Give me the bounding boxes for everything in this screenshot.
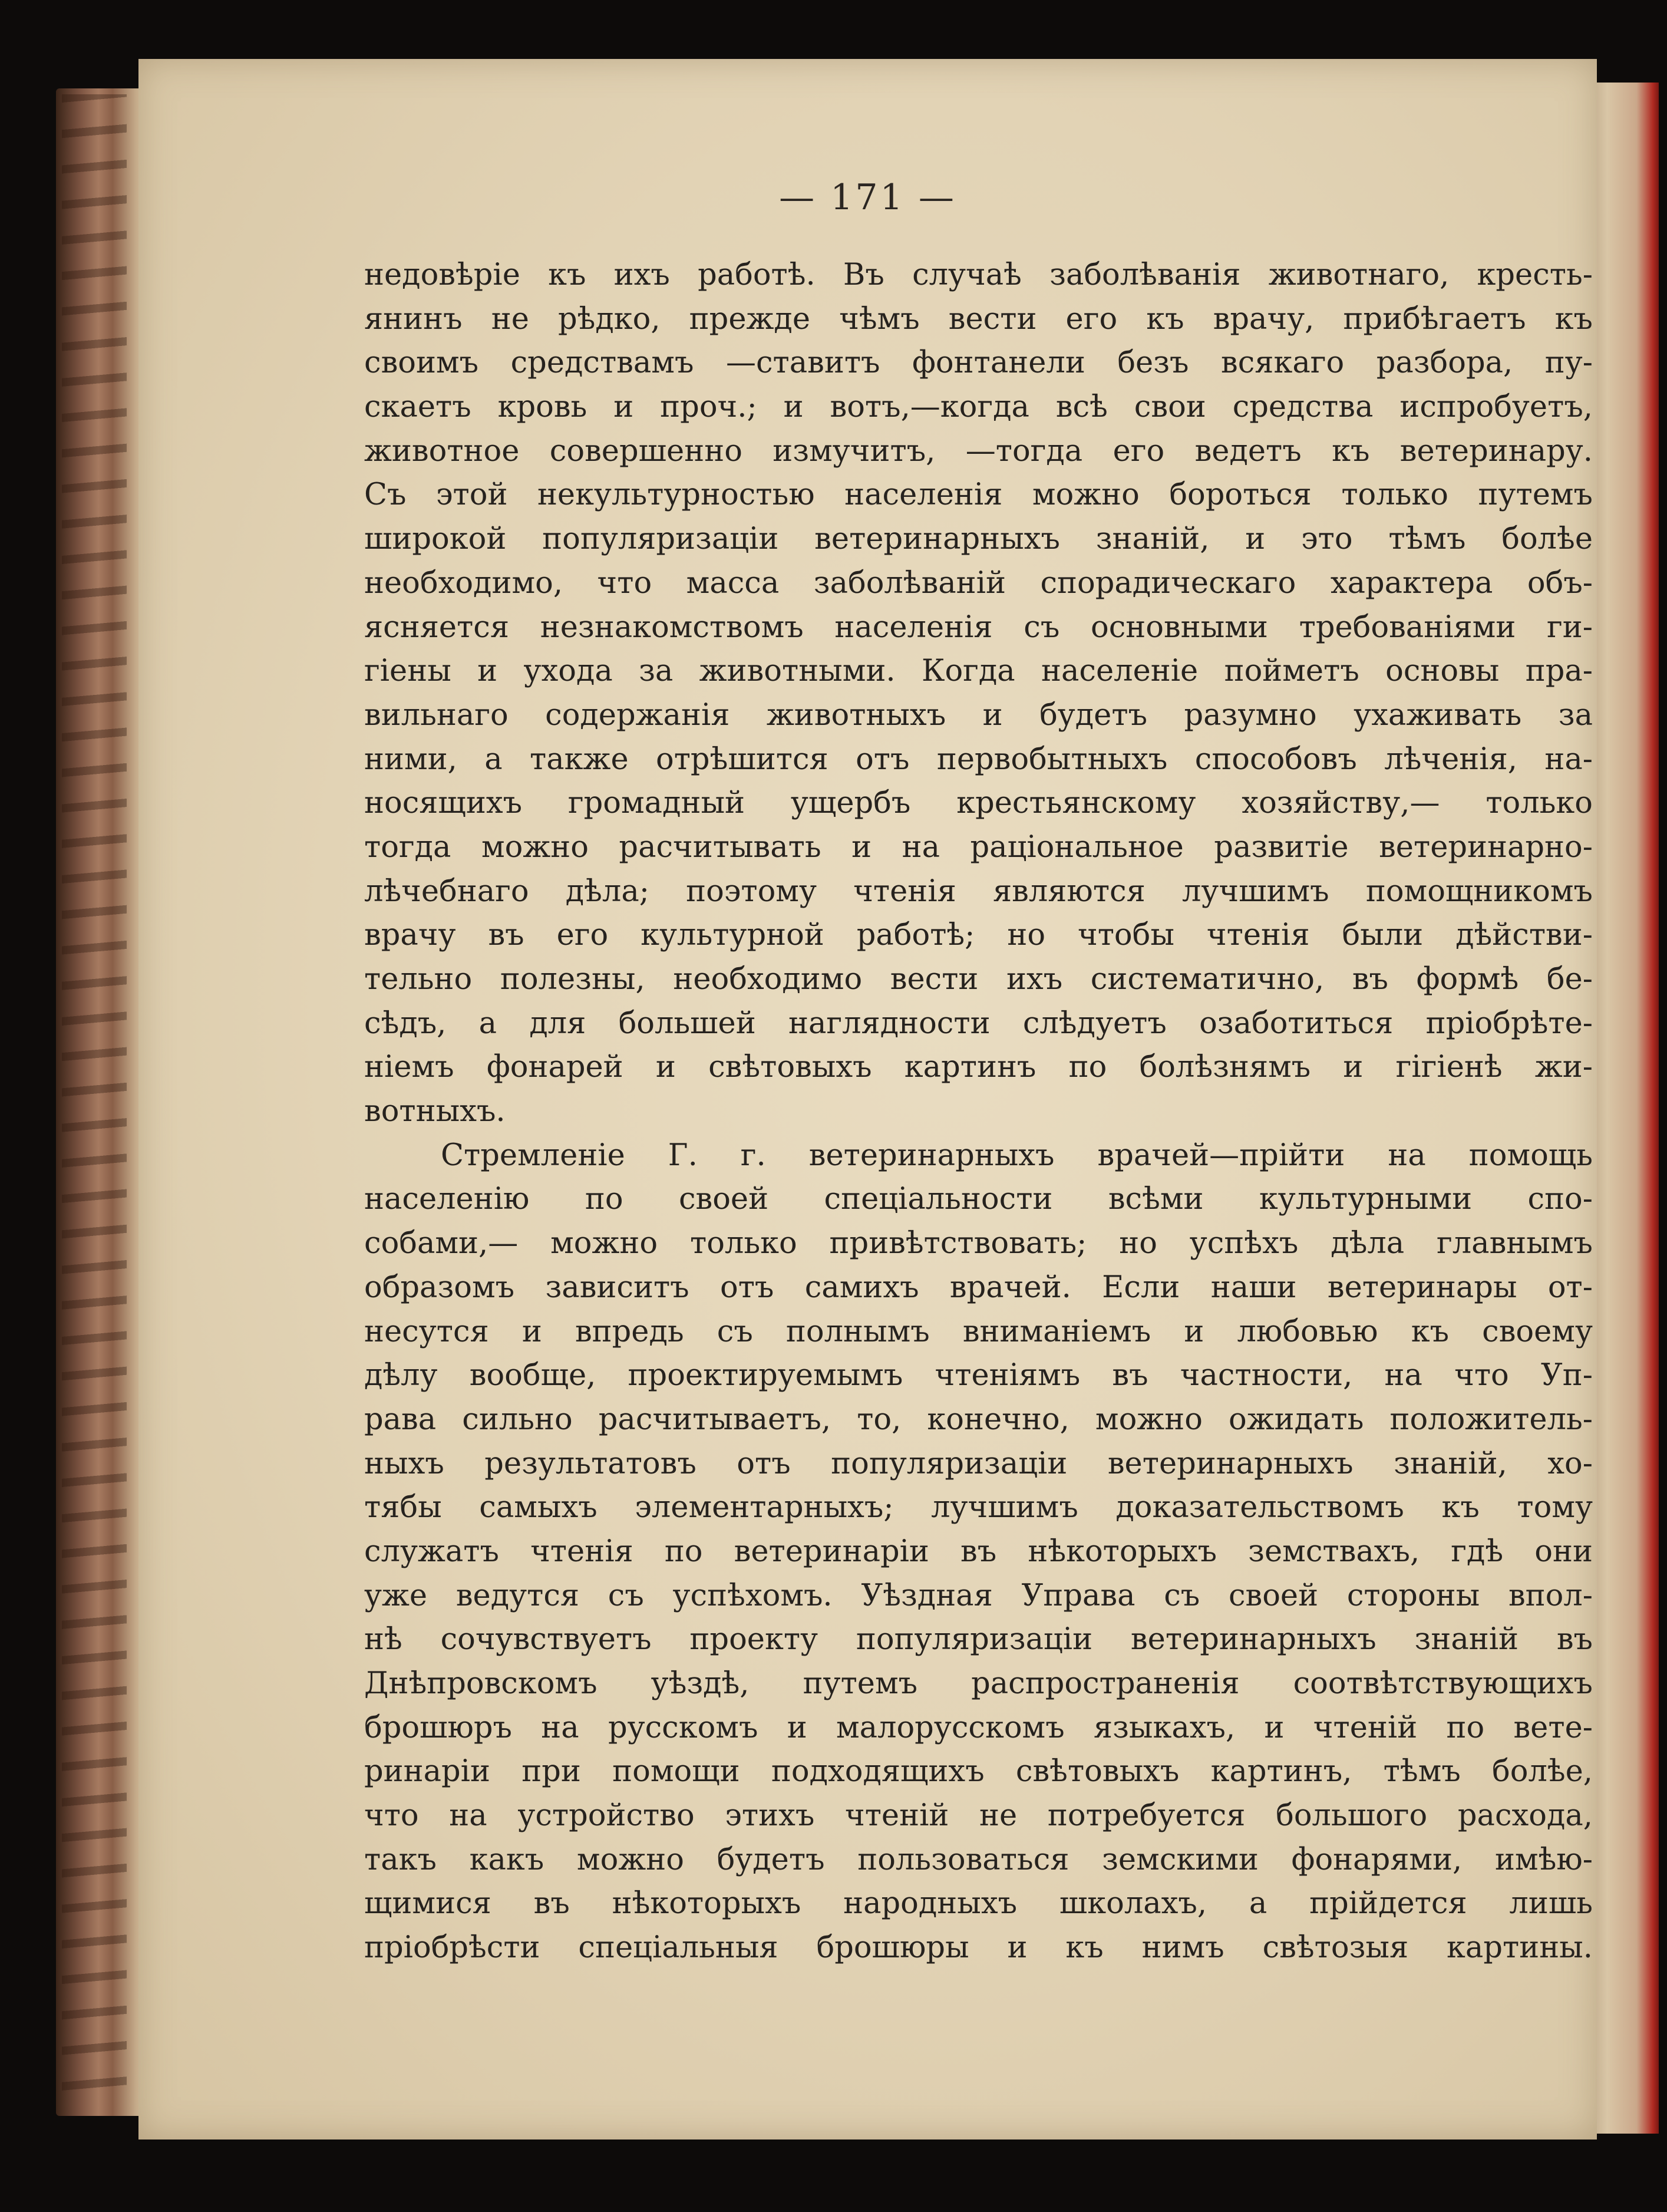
text-line-content: тельно полезны, необходимо вести ихъ систематично, въ формѣ бе- bbox=[364, 962, 1593, 997]
text-line bbox=[364, 1486, 1593, 1530]
text-line bbox=[364, 826, 1593, 870]
text-line bbox=[364, 1530, 1593, 1574]
text-line bbox=[364, 782, 1593, 826]
text-line-content: тогда можно расчитывать и на раціональное развитіе ветеринарно- bbox=[364, 829, 1593, 865]
text-line bbox=[364, 1618, 1593, 1662]
text-line-content: служатъ чтенія по ветеринаріи въ нѣкоторыхъ земствахъ, гдѣ они bbox=[364, 1534, 1593, 1569]
text-line bbox=[364, 1310, 1593, 1354]
text-line bbox=[364, 1574, 1593, 1618]
text-line bbox=[364, 385, 1593, 430]
text-line bbox=[364, 694, 1593, 738]
text-line bbox=[364, 1222, 1593, 1266]
text-line bbox=[364, 1706, 1593, 1751]
text-line-content: несутся и впредь съ полнымъ вниманіемъ и любовью къ своему bbox=[364, 1314, 1593, 1349]
text-line-content: такъ какъ можно будетъ пользоваться земскими фонарями, имѣю- bbox=[364, 1842, 1593, 1877]
text-line bbox=[364, 341, 1593, 385]
text-line bbox=[364, 430, 1593, 474]
text-line-content: ныхъ результатовъ отъ популяризаціи ветеринарныхъ знаній, хо- bbox=[364, 1446, 1593, 1481]
text-line-content: животное совершенно измучитъ, —тогда его ведетъ къ ветеринару. bbox=[364, 433, 1593, 469]
text-line-content: ясняется незнакомствомъ населенія съ основными требованіями ги- bbox=[364, 609, 1593, 645]
text-line-content: нѣ сочувствуетъ проекту популяризаціи ветеринарныхъ знаній въ bbox=[364, 1622, 1593, 1657]
text-line bbox=[364, 1926, 1593, 1970]
text-line-content: образомъ зависитъ отъ самихъ врачей. Если наши ветеринары от- bbox=[364, 1270, 1593, 1305]
text-line-content: уже ведутся съ успѣхомъ. Уѣздная Управа съ своей стороны впол- bbox=[364, 1578, 1593, 1613]
page-number: — 171 — bbox=[779, 177, 956, 218]
text-line-content: ними, а также отрѣшится отъ первобытныхъ способовъ лѣченія, на- bbox=[364, 741, 1593, 777]
text-line bbox=[364, 517, 1593, 562]
text-line bbox=[364, 298, 1593, 342]
text-line-content: что на устройство этихъ чтеній не потребуется большого расхода, bbox=[364, 1798, 1593, 1834]
text-line-content: скаетъ кровь и проч.; и вотъ,—когда всѣ свои средства испробуетъ, bbox=[364, 390, 1593, 425]
text-line bbox=[364, 650, 1593, 694]
book-page bbox=[138, 59, 1597, 2140]
text-line-content: собами,— можно только привѣтствовать; но успѣхъ дѣла главнымъ bbox=[364, 1226, 1593, 1261]
text-line-content: Стремленіе Г. г. ветеринарныхъ врачей—прійти на помощь bbox=[441, 1138, 1593, 1173]
text-line-content: щимися въ нѣкоторыхъ народныхъ школахъ, а прійдется лишь bbox=[364, 1886, 1593, 1921]
text-line bbox=[364, 1398, 1593, 1442]
text-line bbox=[364, 1266, 1593, 1310]
text-line-content: янинъ не рѣдко, прежде чѣмъ вести его къ врачу, прибѣгаетъ къ bbox=[364, 301, 1593, 337]
text-line-content: широкой популяризаціи ветеринарныхъ знаній, и это тѣмъ болѣе bbox=[364, 522, 1593, 557]
text-line bbox=[364, 1046, 1593, 1090]
text-line-content: ринаріи при помощи подходящихъ свѣтовыхъ картинъ, тѣмъ болѣе, bbox=[364, 1754, 1593, 1789]
text-line bbox=[364, 606, 1593, 650]
text-line bbox=[364, 1090, 1593, 1134]
text-line-content: вотныхъ. bbox=[364, 1094, 506, 1129]
text-line-content: рава сильно расчитываетъ, то, конечно, можно ожидать положитель- bbox=[364, 1402, 1593, 1437]
text-line bbox=[364, 1794, 1593, 1838]
text-line bbox=[364, 1002, 1593, 1046]
text-line-content: дѣлу вообще, проектируемымъ чтеніямъ въ частности, на что Уп- bbox=[364, 1358, 1593, 1393]
text-line-content: лѣчебнаго дѣла; поэтому чтенія являются лучшимъ помощникомъ bbox=[364, 873, 1593, 909]
text-line-content: Съ этой некультурностью населенія можно бороться только путемъ bbox=[364, 477, 1593, 513]
text-line bbox=[364, 1442, 1593, 1486]
text-line-content: вильнаго содержанія животныхъ и будетъ разумно ухаживать за bbox=[364, 697, 1593, 733]
text-line-content: врачу въ его культурной работѣ; но чтобы чтенія были дѣйстви- bbox=[364, 918, 1593, 953]
text-line-content: носящихъ громадный ущербъ крестьянскому хозяйству,— только bbox=[364, 786, 1593, 821]
text-line-content: населенію по своей спеціальности всѣми культурными спо- bbox=[364, 1182, 1593, 1217]
text-line bbox=[364, 1882, 1593, 1926]
text-line-content: ніемъ фонарей и свѣтовыхъ картинъ по болѣзнямъ и гігіенѣ жи- bbox=[364, 1050, 1593, 1085]
text-line-content: Днѣпровскомъ уѣздѣ, путемъ распространенія соотвѣтствующихъ bbox=[364, 1666, 1593, 1701]
spine-pattern bbox=[62, 94, 127, 2110]
text-line-content: гіены и ухода за животными. Когда населеніе пойметъ основы пра- bbox=[364, 654, 1593, 689]
text-line bbox=[364, 1134, 1593, 1178]
text-line bbox=[364, 1662, 1593, 1706]
page-body-text bbox=[364, 253, 1593, 1970]
text-line bbox=[364, 958, 1593, 1002]
text-line bbox=[364, 870, 1593, 914]
text-line-content: своимъ средствамъ —ставитъ фонтанели безъ всякаго разбора, пу- bbox=[364, 345, 1593, 381]
text-line-content: сѣдъ, а для большей наглядности слѣдуетъ озаботиться пріобрѣте- bbox=[364, 1006, 1593, 1041]
text-line-content: недовѣріе къ ихъ работѣ. Въ случаѣ заболѣванія животнаго, кресть- bbox=[364, 258, 1593, 292]
text-line bbox=[364, 738, 1593, 782]
text-line-content: пріобрѣсти спеціальныя брошюры и къ нимъ свѣтозыя картины. bbox=[364, 1930, 1593, 1966]
text-line-content: тябы самыхъ элементарныхъ; лучшимъ доказательствомъ къ тому bbox=[364, 1490, 1593, 1525]
text-line bbox=[364, 1838, 1593, 1883]
text-line bbox=[364, 562, 1593, 606]
text-line-content: брошюръ на русскомъ и малорусскомъ языкахъ, и чтеній по вете- bbox=[364, 1710, 1593, 1745]
text-line bbox=[364, 1178, 1593, 1222]
text-line bbox=[364, 1750, 1593, 1794]
text-line bbox=[364, 473, 1593, 517]
text-line bbox=[364, 253, 1593, 298]
text-line bbox=[364, 1354, 1593, 1398]
text-line-content: необходимо, что масса заболѣваній спорадическаго характера объ- bbox=[364, 565, 1593, 601]
text-line bbox=[364, 914, 1593, 958]
